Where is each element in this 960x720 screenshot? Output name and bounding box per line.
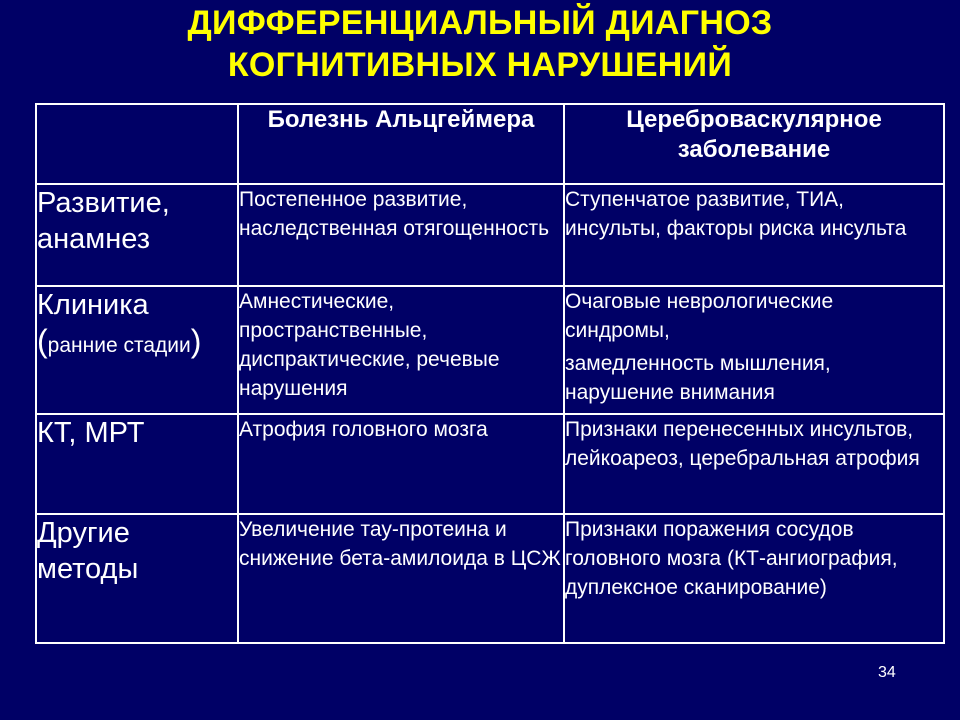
cell-alzheimer-development: Постепенное развитие, наследственная отягощенность xyxy=(238,184,564,286)
slide-title-line-2: КОГНИТИВНЫХ НАРУШЕНИЙ xyxy=(227,46,733,84)
row-label-clinic-sub: ранние стадии xyxy=(47,334,191,357)
table-row xyxy=(36,514,944,643)
cell-cerebrovascular-clinic-line-2: замедленность мышления, нарушение внимания xyxy=(565,352,831,404)
cell-cerebrovascular-development: Ступенчатое развитие, ТИА, инсульты, факторы риска инсульта xyxy=(564,184,944,286)
row-label-imaging: КТ, МРТ xyxy=(36,414,238,514)
row-label-clinic xyxy=(36,286,238,414)
cell-cerebrovascular-clinic-line-1: Очаговые неврологические синдромы, xyxy=(565,290,834,342)
row-label-clinic-close-paren: ) xyxy=(190,323,202,359)
row-label-clinic-open-paren: ( xyxy=(37,323,48,359)
cell-cerebrovascular-clinic xyxy=(564,286,944,414)
cell-alzheimer-imaging: Атрофия головного мозга xyxy=(238,414,564,514)
table-row xyxy=(36,414,944,514)
slide-title xyxy=(0,2,960,86)
row-label-other-methods: Другие методы xyxy=(36,514,238,643)
slide-title-line-1: ДИФФЕРЕНЦИАЛЬНЫЙ ДИАГНОЗ xyxy=(187,4,773,42)
cell-cerebrovascular-imaging: Признаки перенесенных инсультов, лейкоареоз, церебральная атрофия xyxy=(564,414,944,514)
table-row xyxy=(36,184,944,286)
row-label-clinic-main: Клиника xyxy=(37,289,149,321)
cell-cerebrovascular-other-methods: Признаки поражения сосудов головного мозга (КТ-ангиография, дуплексное сканирование) xyxy=(564,514,944,643)
header-alzheimer: Болезнь Альцгеймера xyxy=(238,104,564,184)
table-row xyxy=(36,286,944,414)
cell-alzheimer-clinic: Амнестические, пространственные, диспрактические, речевые нарушения xyxy=(238,286,564,414)
page-number: 34 xyxy=(878,664,896,681)
header-empty-cell xyxy=(36,104,238,184)
row-label-development: Развитие, анамнез xyxy=(36,184,238,286)
header-cerebrovascular: Цереброваскулярное заболевание xyxy=(564,104,944,184)
comparison-table xyxy=(35,103,945,644)
cell-alzheimer-other-methods: Увеличение тау-протеина и снижение бета-амилоида в ЦСЖ xyxy=(238,514,564,643)
table-header-row xyxy=(36,104,944,184)
